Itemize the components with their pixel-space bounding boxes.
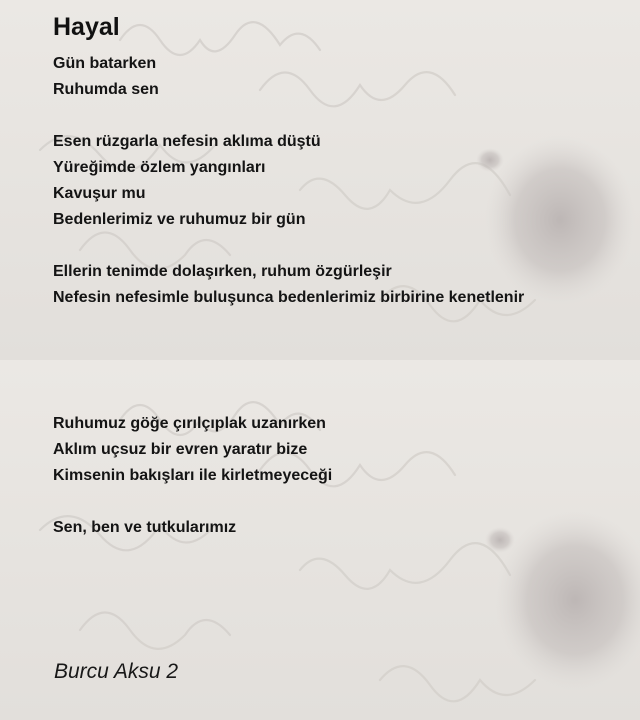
poem-line: Yüreğimde özlem yangınları: [53, 159, 266, 176]
poem-line: Aklım uçsuz bir evren yaratır bize: [53, 441, 308, 458]
poem-line: Gün batarken: [53, 55, 157, 72]
poem-line: Kavuşur mu: [53, 185, 146, 202]
poem-line: Nefesin nefesimle buluşunca bedenlerimiz birbirine kenetlenir: [53, 289, 525, 306]
poem-title: Hayal: [53, 13, 120, 41]
poem-line: Kimsenin bakışları ile kirletmeyeceği: [53, 467, 333, 484]
poem-line: Sen, ben ve tutkularımız: [53, 519, 237, 536]
poem-line: Ellerin tenimde dolaşırken, ruhum özgürleşir: [53, 263, 392, 280]
poem-line: Esen rüzgarla nefesin aklıma düştü: [53, 133, 321, 150]
poem-line: Ruhumuz göğe çırılçıplak uzanırken: [53, 415, 326, 432]
poem-author: Burcu Aksu 2: [54, 660, 179, 683]
poem-line: Ruhumda sen: [53, 81, 159, 98]
poem-line: Bedenlerimiz ve ruhumuz bir gün: [53, 211, 306, 228]
